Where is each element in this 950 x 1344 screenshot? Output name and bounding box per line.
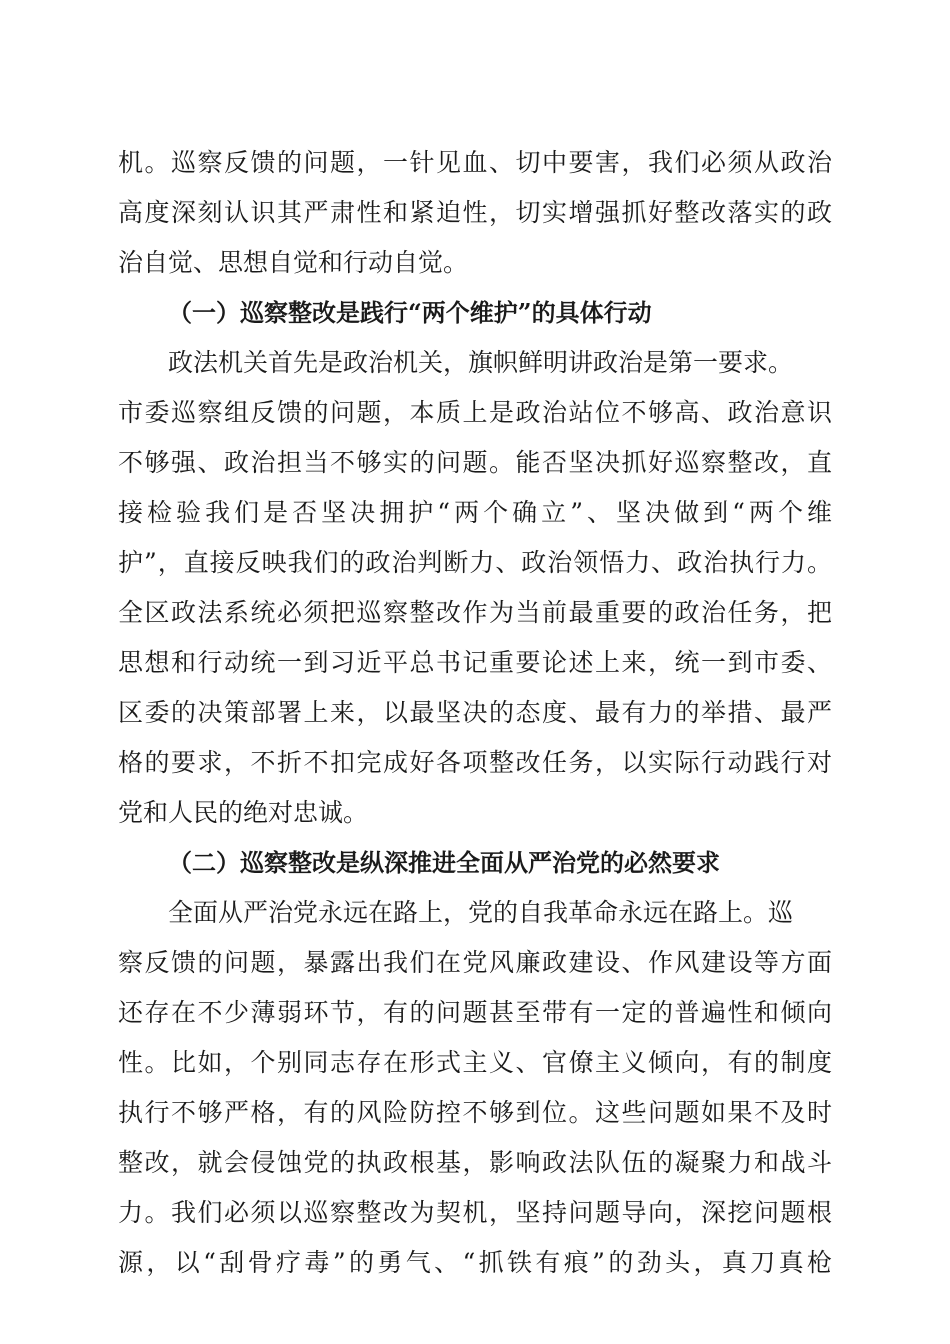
text-line: 格的要求，不折不扣完成好各项整改任务，以实际行动践行对 bbox=[118, 748, 832, 777]
text-line: 察反馈的问题，暴露出我们在党风廉政建设、作风建设等方面 bbox=[118, 948, 832, 977]
text-line: 全面从严治党永远在路上，党的自我革命永远在路上。巡 bbox=[168, 898, 794, 927]
section-heading-2: （二）巡察整改是纵深推进全面从严治党的必然要求 bbox=[168, 848, 720, 877]
text-line: 不够强、政治担当不够实的问题。能否坚决抓好巡察整改，直 bbox=[118, 448, 832, 477]
text-line: 还存在不少薄弱环节，有的问题甚至带有一定的普遍性和倾向 bbox=[118, 998, 832, 1027]
text-line: 区委的决策部署上来，以最坚决的态度、最有力的举措、最严 bbox=[118, 698, 832, 727]
document-page bbox=[118, 138, 832, 1288]
section-heading-1: （一）巡察整改是践行“两个维护”的具体行动 bbox=[168, 298, 652, 327]
text-line: 接检验我们是否坚决拥护“两个确立”、坚决做到“两个维 bbox=[118, 498, 832, 527]
text-line: 源，以“刮骨疗毒”的勇气、“抓铁有痕”的劲头，真刀真枪 bbox=[118, 1248, 832, 1277]
text-line: 思想和行动统一到习近平总书记重要论述上来，统一到市委、 bbox=[118, 648, 832, 677]
text-line: 性。比如，个别同志存在形式主义、官僚主义倾向，有的制度 bbox=[118, 1048, 832, 1077]
text-line: 机。巡察反馈的问题，一针见血、切中要害，我们必须从政治 bbox=[118, 148, 832, 177]
text-line: 市委巡察组反馈的问题，本质上是政治站位不够高、政治意识 bbox=[118, 398, 832, 427]
text-line: 执行不够严格，有的风险防控不够到位。这些问题如果不及时 bbox=[118, 1098, 832, 1127]
text-line: 高度深刻认识其严肃性和紧迫性，切实增强抓好整改落实的政 bbox=[118, 198, 832, 227]
text-line: 治自觉、思想自觉和行动自觉。 bbox=[118, 248, 469, 277]
text-line: 全区政法系统必须把巡察整改作为当前最重要的政治任务，把 bbox=[118, 598, 832, 627]
text-line: 整改，就会侵蚀党的执政根基，影响政法队伍的凝聚力和战斗 bbox=[118, 1148, 832, 1177]
text-line: 护”，直接反映我们的政治判断力、政治领悟力、政治执行力。 bbox=[118, 548, 832, 577]
text-line: 政法机关首先是政治机关，旗帜鲜明讲政治是第一要求。 bbox=[168, 348, 794, 377]
text-line: 党和人民的绝对忠诚。 bbox=[118, 798, 369, 827]
text-line: 力。我们必须以巡察整改为契机，坚持问题导向，深挖问题根 bbox=[118, 1198, 832, 1227]
